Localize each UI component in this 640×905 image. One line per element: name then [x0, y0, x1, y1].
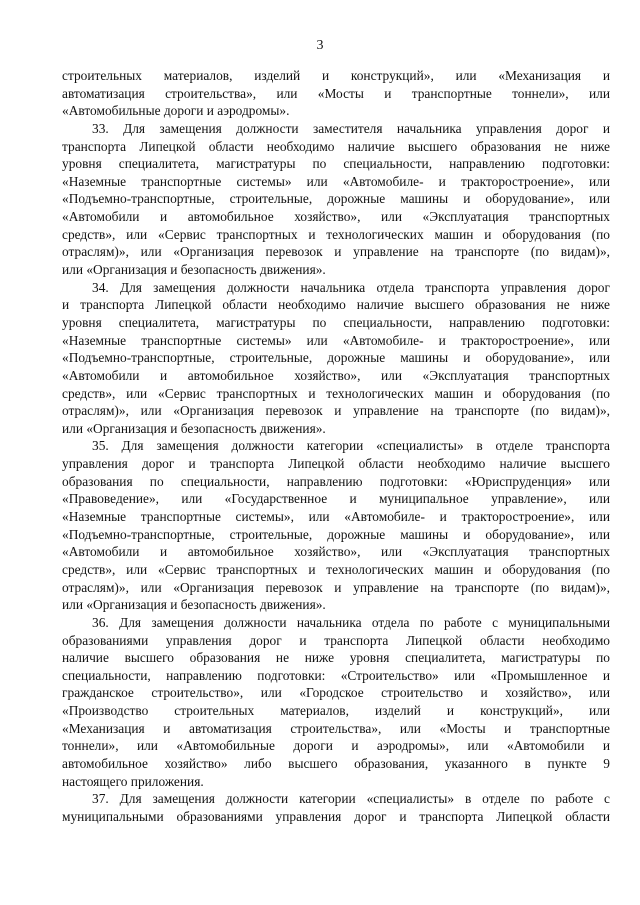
- text-line: «Правоведение», или «Государственное и муниципальное управление», или: [62, 491, 610, 507]
- text-line: строительных материалов, изделий и конструкций», или «Механизация и: [62, 68, 610, 83]
- text-line: отраслям)», или «Организация перевозок и управление на транспорте (по видам)»,: [62, 579, 610, 595]
- text-line: 36. Для замещения должности начальника отдела по работе с муниципальными: [92, 614, 610, 630]
- text-line: 33. Для замещения должности заместителя начальника управления дорог и: [92, 120, 610, 136]
- text-line: отраслям)», или «Организация перевозок и управление на транспорте (по видам)»,: [62, 403, 610, 419]
- text-line: автомобильное хозяйство» либо высшего образования, указанного в пункте 9: [62, 755, 610, 771]
- text-line: отраслям)», или «Организация перевозок и управление на транспорте (по видам)»,: [62, 244, 610, 260]
- text-line: транспорта Липецкой области необходимо наличие высшего образования не ниже: [62, 138, 610, 154]
- text-line: образованиями управления дорог и транспорта Липецкой области необходимо: [62, 632, 610, 648]
- text-line: «Подъемно-транспортные, строительные, дорожные машины и оборудование», или: [62, 350, 610, 366]
- text-line: гражданское строительство», или «Городское строительство и хозяйство», или: [62, 685, 610, 701]
- text-line: управления дорог и транспорта Липецкой области необходимо наличие высшего: [62, 456, 610, 472]
- document-body: [62, 67, 610, 826]
- text-line: «Механизация и автоматизация строительства», или «Мосты и транспортные: [62, 720, 610, 736]
- text-line: «Производство строительных материалов, изделий и конструкций», или: [62, 703, 610, 719]
- text-line: «Подъемно-транспортные, строительные, дорожные машины и оборудование», или: [62, 526, 610, 542]
- page-number: 3: [316, 38, 324, 53]
- text-line: «Автомобили и автомобильное хозяйство», или «Эксплуатация транспортных: [62, 544, 610, 560]
- text-line: и транспорта Липецкой области необходимо наличие высшего образования не ниже: [62, 297, 610, 313]
- text-line: тоннели», или «Автомобильные дороги и аэродромы», или «Автомобили и: [62, 738, 610, 754]
- text-line: настоящего приложения.: [62, 773, 204, 789]
- text-line: уровня специалитета, магистратуры по специальности, направлению подготовки:: [62, 156, 610, 172]
- text-line: «Автомобильные дороги и аэродромы».: [62, 103, 290, 119]
- text-line: «Наземные транспортные системы» или «Автомобиле- и тракторостроение», или: [62, 332, 610, 348]
- text-line: средств», или «Сервис транспортных и технологических машин и оборудования (по: [62, 226, 610, 242]
- text-line: специальности, направлению подготовки: «Строительство» или «Промышленное и: [62, 667, 610, 683]
- text-line: средств», или «Сервис транспортных и технологических машин и оборудования (по: [62, 561, 610, 577]
- text-line: «Наземные транспортные системы» или «Автомобиле- и тракторостроение», или: [62, 173, 610, 189]
- text-line: или «Организация и безопасность движения».: [62, 262, 326, 278]
- text-line: наличие высшего образования не ниже уровня специалитета, магистратуры по: [62, 650, 610, 666]
- text-line: автоматизация строительства», или «Мосты и транспортные тоннели», или: [62, 85, 610, 101]
- text-line: уровня специалитета, магистратуры по специальности, направлению подготовки:: [62, 314, 610, 330]
- text-line: образования по специальности, направлению подготовки: «Юриспруденция» или: [62, 473, 610, 489]
- text-line: муниципальными образованиями управления дорог и транспорта Липецкой области: [62, 808, 610, 824]
- text-line: «Подъемно-транспортные, строительные, дорожные машины и оборудование», или: [62, 191, 610, 207]
- text-line: или «Организация и безопасность движения».: [62, 597, 326, 613]
- text-line: «Автомобили и автомобильное хозяйство», или «Эксплуатация транспортных: [62, 367, 610, 383]
- text-line: «Автомобили и автомобильное хозяйство», или «Эксплуатация транспортных: [62, 209, 610, 225]
- text-line: «Наземные транспортные системы», или «Автомобиле- и тракторостроение», или: [62, 509, 610, 525]
- text-line: средств», или «Сервис транспортных и технологических машин и оборудования (по: [62, 385, 610, 401]
- text-line: 35. Для замещения должности категории «специалисты» в отделе транспорта: [92, 438, 610, 454]
- text-line: или «Организация и безопасность движения».: [62, 420, 326, 436]
- text-line: 37. Для замещения должности категории «специалисты» в отделе по работе с: [92, 791, 610, 807]
- text-line: 34. Для замещения должности начальника отдела транспорта управления дорог: [92, 279, 610, 295]
